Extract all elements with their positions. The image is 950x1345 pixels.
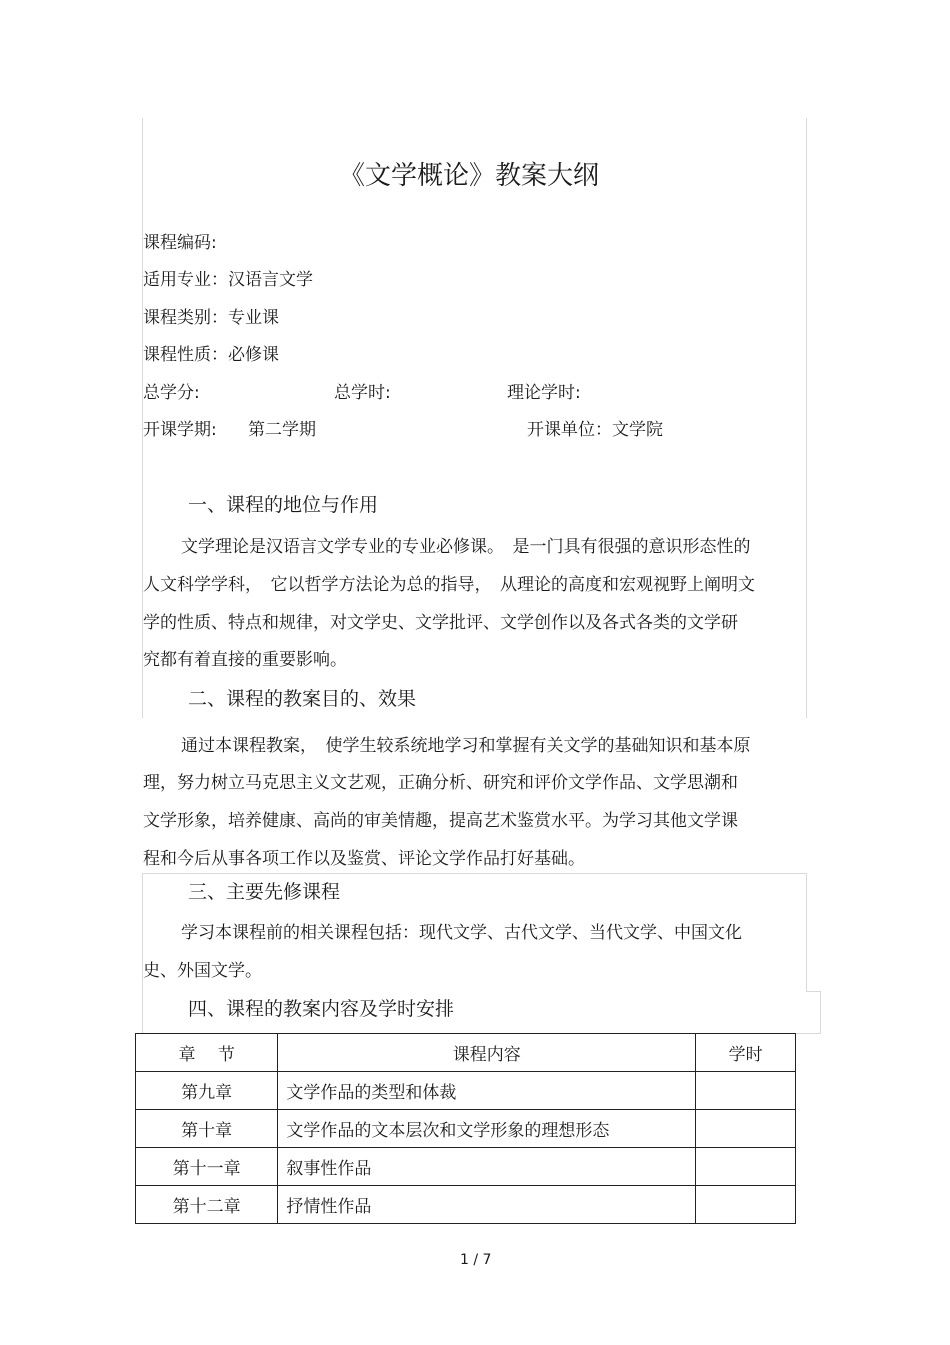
table-row [136, 1110, 796, 1148]
document-title: 《文学概论》教案大纲 [339, 161, 600, 191]
paragraph-line: 究都有着直接的重要影响。 [143, 650, 347, 670]
field-semester-value: 第二学期 [248, 420, 316, 440]
field-credits: 总学分: [143, 383, 200, 403]
paragraph-line: 文学形象，培养健康、高尚的审美情趣，提高艺术鉴赏水平。为学习其他文学课 [143, 811, 738, 831]
header-chapter: 章 节 [136, 1034, 278, 1072]
field-course-code: 课程编码: [143, 233, 217, 253]
cell-content: 叙事性作品 [278, 1148, 696, 1186]
cell-hours [696, 1072, 796, 1110]
cell-chapter: 第十章 [136, 1110, 278, 1148]
schedule-table [135, 1033, 796, 1224]
table-row [136, 1072, 796, 1110]
paragraph-line: 理，努力树立马克思主义文艺观，正确分析、研究和评价文学作品、文学思潮和 [143, 773, 738, 793]
paragraph-line: 程和今后从事各项工作以及鉴赏、评论文学作品打好基础。 [143, 849, 585, 869]
cell-hours [696, 1110, 796, 1148]
cell-hours [696, 1148, 796, 1186]
paragraph-line: 文学理论是汉语言文学专业的专业必修课。 是一门具有很强的意识形态性的 [181, 537, 751, 557]
frame-line-left-2 [142, 873, 143, 1033]
header-content: 课程内容 [278, 1034, 696, 1072]
section-heading-4: 四、课程的教案内容及学时安排 [188, 998, 455, 1020]
cell-chapter: 第十一章 [136, 1148, 278, 1186]
frame-line-mid [142, 873, 807, 874]
cell-content: 抒情性作品 [278, 1186, 696, 1224]
paragraph-line: 学习本课程前的相关课程包括：现代文学、古代文学、当代文学、中国文化 [181, 923, 742, 943]
field-major: 适用专业：汉语言文学 [143, 270, 313, 290]
cell-content: 文学作品的文本层次和文学形象的理想形态 [278, 1110, 696, 1148]
paragraph-line: 通过本课程教案， 使学生较系统地学习和掌握有关文学的基础知识和基本原 [181, 736, 751, 756]
field-unit: 开课单位：文学院 [527, 420, 663, 440]
field-hours: 总学时: [334, 383, 391, 403]
section-heading-1: 一、课程的地位与作用 [188, 494, 379, 516]
cell-chapter: 第九章 [136, 1072, 278, 1110]
frame-line-right [806, 118, 807, 718]
paragraph-line: 史、外国文学。 [143, 961, 262, 981]
field-semester-label: 开课学期: [143, 420, 217, 440]
cell-hours [696, 1186, 796, 1224]
page-number: 1 / 7 [460, 1252, 492, 1268]
paragraph-line: 学的性质、特点和规律，对文学史、文学批评、文学创作以及各式各类的文学研 [143, 613, 738, 633]
frame-line-right-3 [820, 991, 821, 1033]
table-row [136, 1186, 796, 1224]
frame-line-step [806, 991, 820, 992]
cell-content: 文学作品的类型和体裁 [278, 1072, 696, 1110]
section-heading-2: 二、课程的教案目的、效果 [188, 688, 417, 710]
table-header-row [136, 1034, 796, 1072]
field-theory-hours: 理论学时: [507, 383, 581, 403]
field-category: 课程类别：专业课 [143, 308, 279, 328]
frame-line-right-2 [806, 873, 807, 991]
section-heading-3: 三、主要先修课程 [188, 881, 341, 903]
field-nature: 课程性质：必修课 [143, 345, 279, 365]
paragraph-line: 人文科学学科， 它以哲学方法论为总的指导， 从理论的高度和宏观视野上阐明文 [143, 575, 755, 595]
header-hours: 学时 [696, 1034, 796, 1072]
table-row [136, 1148, 796, 1186]
cell-chapter: 第十二章 [136, 1186, 278, 1224]
